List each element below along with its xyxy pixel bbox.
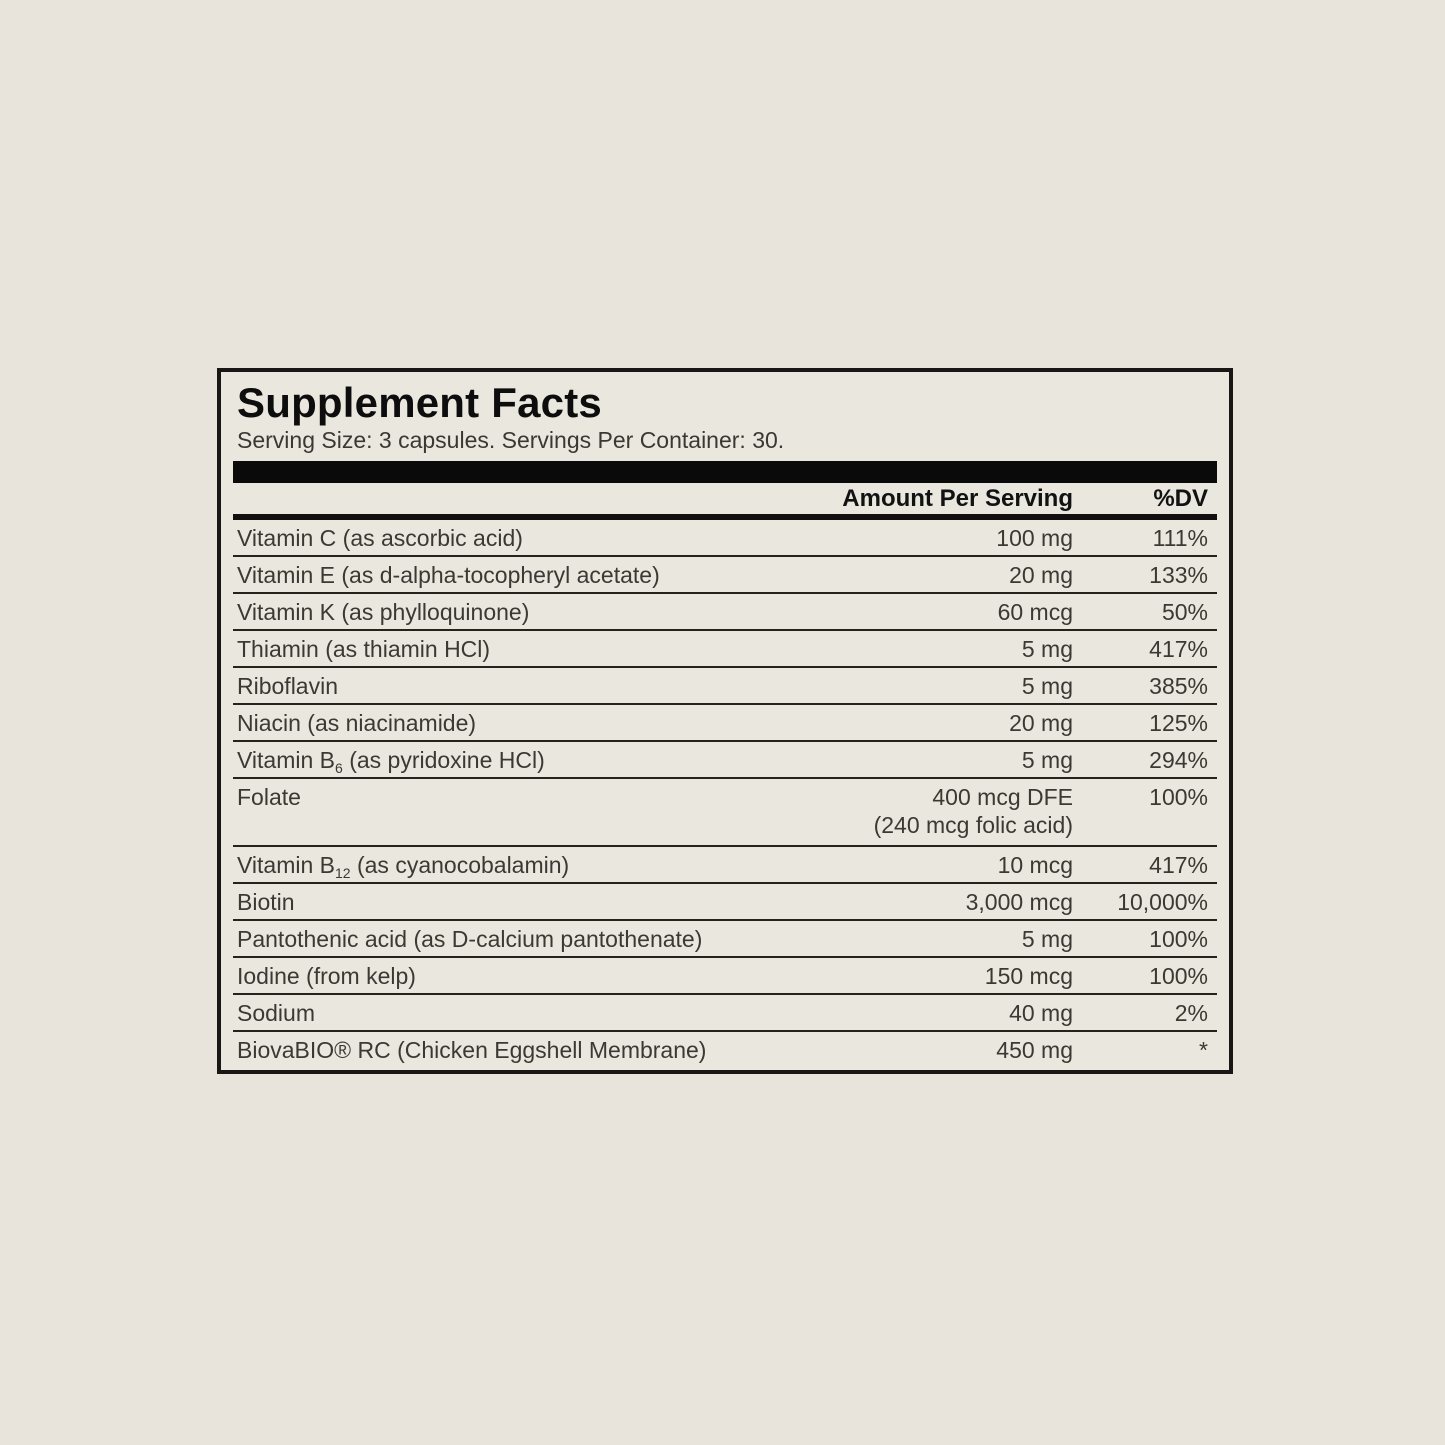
nutrient-name: Thiamin (as thiamin HCl) — [237, 636, 491, 662]
column-header-amount: Amount Per Serving — [842, 485, 1073, 512]
nutrient-row — [233, 520, 1217, 557]
nutrient-dv: 111% — [1152, 525, 1208, 551]
nutrient-name: Iodine (from kelp) — [237, 963, 416, 989]
nutrient-amount: 400 mcg DFE (240 mcg folic acid) — [873, 784, 1073, 838]
nutrient-dv: 50% — [1161, 599, 1208, 625]
nutrient-dv: 10,000% — [1117, 889, 1208, 915]
nutrient-dv: 417% — [1149, 852, 1208, 878]
nutrient-row — [233, 705, 1217, 742]
nutrient-row — [233, 884, 1217, 921]
nutrient-table — [233, 520, 1217, 1067]
nutrient-amount: 40 mg — [1009, 1000, 1073, 1026]
serving-info-text: Serving Size: 3 capsules. Servings Per Container: 30. — [237, 427, 785, 453]
nutrient-name: Biotin — [237, 889, 295, 915]
nutrient-amount: 20 mg — [1009, 710, 1073, 736]
nutrient-row — [233, 958, 1217, 995]
divider-bar — [233, 461, 1217, 483]
nutrient-amount: 5 mg — [1021, 636, 1073, 662]
nutrient-row — [233, 742, 1217, 779]
column-header-row — [233, 483, 1217, 520]
nutrient-dv: 100% — [1149, 963, 1208, 989]
panel-title: Supplement Facts — [237, 379, 602, 426]
nutrient-amount: 10 mcg — [997, 852, 1073, 878]
nutrient-dv: 133% — [1149, 562, 1208, 588]
nutrient-name: Vitamin C (as ascorbic acid) — [237, 525, 523, 551]
nutrient-row — [233, 779, 1217, 847]
nutrient-name: Pantothenic acid (as D-calcium pantothenate) — [237, 926, 703, 952]
nutrient-row — [233, 557, 1217, 594]
nutrient-row — [233, 1032, 1217, 1067]
nutrient-name: Sodium — [237, 1000, 315, 1026]
nutrient-name: Vitamin $B_{12}$ (as cyanocobalamin) — [237, 852, 570, 881]
nutrient-dv: 385% — [1149, 673, 1208, 699]
nutrient-name: Vitamin $B_6$ (as pyridoxine HCl) — [237, 747, 545, 776]
nutrient-dv: 294% — [1149, 747, 1208, 773]
nutrient-amount: 3,000 mcg — [965, 889, 1073, 915]
nutrient-name: Vitamin E (as d-alpha-tocopheryl acetate) — [237, 562, 660, 588]
nutrient-dv: 2% — [1174, 1000, 1208, 1026]
nutrient-amount: 60 mcg — [997, 599, 1073, 625]
nutrient-name: Folate — [237, 784, 301, 810]
nutrient-amount: 450 mg — [996, 1037, 1073, 1063]
nutrient-dv: 125% — [1149, 710, 1208, 736]
nutrient-row — [233, 921, 1217, 958]
nutrient-name: Vitamin K (as phylloquinone) — [237, 599, 530, 625]
supplement-facts-panel — [217, 368, 1233, 1074]
nutrient-amount: 20 mg — [1009, 562, 1073, 588]
nutrient-dv: 100% — [1149, 784, 1208, 810]
nutrient-amount: 5 mg — [1021, 926, 1073, 952]
column-header-dv: %DV — [1153, 485, 1208, 512]
nutrient-row — [233, 668, 1217, 705]
nutrient-amount: 5 mg — [1021, 747, 1073, 773]
nutrient-amount-secondary: (240 mcg folic acid) — [873, 812, 1073, 838]
nutrient-dv: * — [1199, 1037, 1208, 1063]
nutrient-row — [233, 995, 1217, 1032]
nutrient-name: Riboflavin — [237, 673, 338, 699]
nutrient-row — [233, 631, 1217, 668]
nutrient-dv: 100% — [1149, 926, 1208, 952]
nutrient-name: Niacin (as niacinamide) — [237, 710, 477, 736]
nutrient-row — [233, 594, 1217, 631]
nutrient-dv: 417% — [1149, 636, 1208, 662]
nutrient-amount: 5 mg — [1021, 673, 1073, 699]
nutrient-row — [233, 847, 1217, 884]
nutrient-amount: 150 mcg — [984, 963, 1073, 989]
nutrient-name: BiovaBIO® RC (Chicken Eggshell Membrane) — [237, 1037, 707, 1063]
nutrient-amount: 100 mg — [996, 525, 1073, 551]
